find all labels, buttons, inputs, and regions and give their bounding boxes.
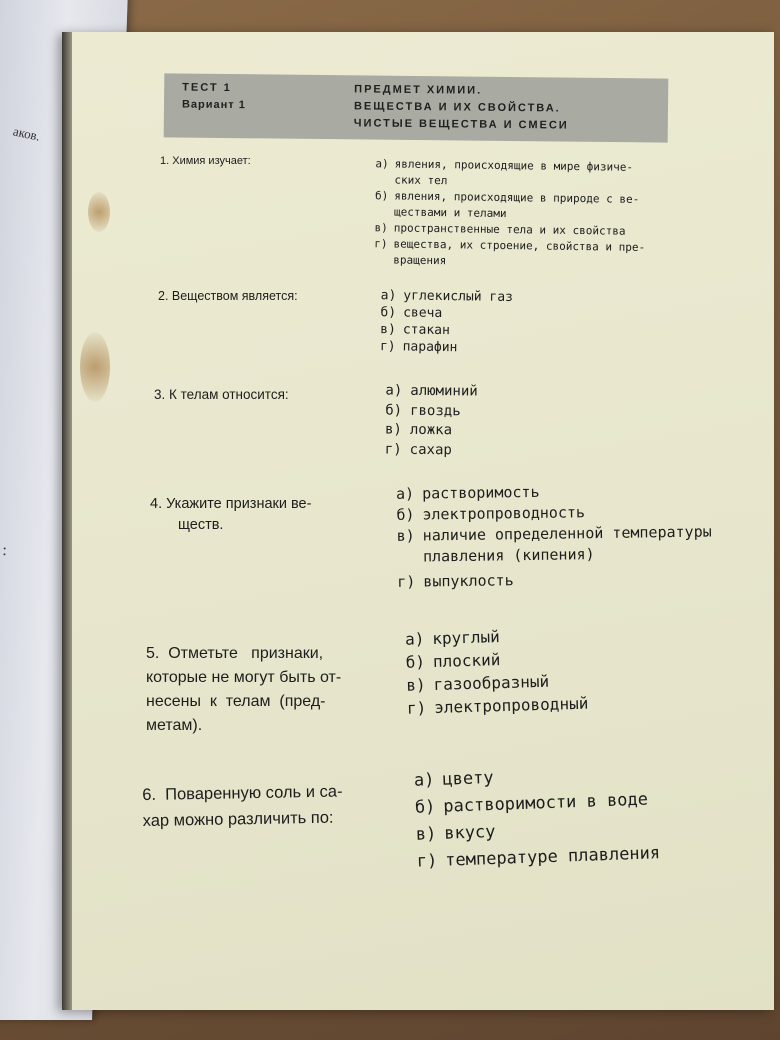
question-text: несены к телам (пред-: [146, 693, 326, 710]
question-text: ществ.: [178, 517, 224, 533]
answer-text: цвету: [442, 767, 494, 790]
question-text: хар можно различить по:: [142, 808, 334, 830]
answer-option[interactable]: [398, 692, 589, 720]
topic-line: ВЕЩЕСТВА И ИХ СВОЙСТВА.: [353, 100, 561, 115]
answer-letter: в): [396, 526, 415, 545]
answer-letter: в): [406, 675, 426, 695]
question-text: 5. Отметьте признаки,: [146, 645, 324, 662]
question-text: 3. К телам относится:: [154, 387, 289, 402]
question-text: метам).: [146, 717, 203, 734]
test-header: [164, 73, 669, 142]
answer-text: плавления (кипения): [422, 545, 595, 566]
answer-text: углекислый газ: [403, 288, 514, 305]
topic-line: ПРЕДМЕТ ХИМИИ.: [354, 83, 483, 97]
answer-letter: г): [379, 339, 396, 355]
answer-letter: б): [374, 189, 389, 203]
answer-option[interactable]: [374, 338, 513, 357]
answer-option[interactable]: [362, 156, 646, 192]
answer-option[interactable]: [378, 440, 478, 461]
question-text: 1. Химия изучает:: [160, 155, 251, 167]
variant-label: Вариант 1: [181, 98, 246, 112]
answer-text: свеча: [403, 305, 443, 321]
answer-letter: б): [414, 797, 436, 818]
question-text: которые не могут быть от-: [146, 669, 342, 686]
answer-text: ских тел: [394, 173, 448, 188]
topic-line: ЧИСТЫЕ ВЕЩЕСТВА И СМЕСИ: [353, 117, 569, 132]
answer-text: выпуклость: [423, 571, 514, 591]
answer-text: вращения: [393, 253, 447, 268]
answer-text: растворимость: [422, 482, 540, 503]
answer-letter: б): [396, 505, 415, 524]
answer-text: плоский: [432, 650, 501, 671]
answer-option[interactable]: [362, 188, 646, 224]
answer-text: электропроводный: [433, 693, 589, 717]
question-1: [160, 154, 251, 169]
answer-option[interactable]: [374, 287, 513, 306]
answer-text: пространственные тела и их свойства: [393, 221, 626, 238]
answer-option[interactable]: [378, 401, 478, 422]
question-2: [158, 288, 298, 305]
answer-option[interactable]: [374, 321, 513, 340]
left-page-fragment: аков.: [11, 123, 42, 144]
answer-text: сахар: [409, 441, 452, 458]
answer-letter: б): [385, 402, 403, 419]
answer-letter: а): [385, 382, 403, 399]
question-5: [146, 642, 341, 738]
answer-text: гвоздь: [410, 402, 461, 419]
answers-1: [361, 156, 646, 272]
answer-text: стакан: [402, 322, 450, 339]
answer-letter: б): [380, 305, 397, 321]
test-number: ТЕСТ 1: [182, 81, 232, 95]
answer-text: парафин: [402, 339, 458, 356]
question-text: 2. Веществом является:: [158, 289, 298, 303]
question-text: 6. Поваренную соль и са-: [142, 782, 343, 804]
answer-text: ществами и телами: [393, 205, 507, 221]
answer-text: круглый: [432, 627, 500, 648]
page-stain: [88, 192, 110, 232]
answers-4: [388, 479, 712, 592]
question-3: [154, 386, 289, 404]
question-6: [142, 779, 343, 834]
answer-option[interactable]: [374, 304, 513, 323]
answer-text: электропроводность: [422, 503, 586, 524]
answer-letter: г): [416, 850, 438, 872]
page-stain: [80, 332, 110, 402]
answers-6: [406, 759, 661, 876]
answers-5: [396, 623, 589, 720]
answer-text: явления, происходящие в мире физиче-: [394, 157, 634, 174]
answer-letter: г): [397, 572, 416, 591]
answers-3: [378, 381, 478, 460]
answer-text: растворимости в воде: [443, 789, 649, 817]
answer-option[interactable]: [378, 381, 478, 402]
answer-letter: г): [406, 698, 427, 718]
answer-letter: а): [404, 629, 425, 649]
answers-2: [374, 287, 514, 357]
answer-letter: в): [415, 823, 437, 845]
answer-letter: а): [380, 288, 397, 304]
answer-letter: а): [395, 484, 415, 503]
left-page-fragment: :: [2, 542, 8, 559]
answer-letter: а): [413, 770, 435, 791]
answer-letter: в): [380, 322, 396, 338]
answer-option[interactable]: [361, 236, 645, 272]
answer-text: температуре плавления: [444, 843, 661, 871]
question-text: 4. Укажите признаки ве-: [150, 496, 312, 512]
answer-text: наличие определенной температуры: [422, 522, 712, 545]
answer-text: газообразный: [433, 671, 550, 694]
answer-text: ложка: [409, 421, 453, 439]
answer-letter: г): [384, 441, 402, 458]
answer-text: вкусу: [443, 821, 496, 844]
answer-letter: б): [405, 652, 426, 672]
question-4: [150, 494, 311, 536]
answer-letter: а): [375, 157, 389, 171]
answer-letter: в): [374, 221, 388, 235]
answer-text: явления, происходящие в природе с ве-: [394, 189, 640, 206]
answer-option[interactable]: [389, 567, 712, 593]
worksheet-page: [62, 32, 774, 1010]
answer-letter: г): [374, 237, 388, 251]
answer-letter: в): [384, 421, 402, 438]
answer-option[interactable]: [389, 521, 713, 568]
answer-text: алюминий: [410, 382, 478, 400]
page-binding: [62, 32, 72, 1010]
answer-option[interactable]: [378, 420, 478, 441]
answer-text: вещества, их строение, свойства и пре-: [393, 237, 646, 254]
